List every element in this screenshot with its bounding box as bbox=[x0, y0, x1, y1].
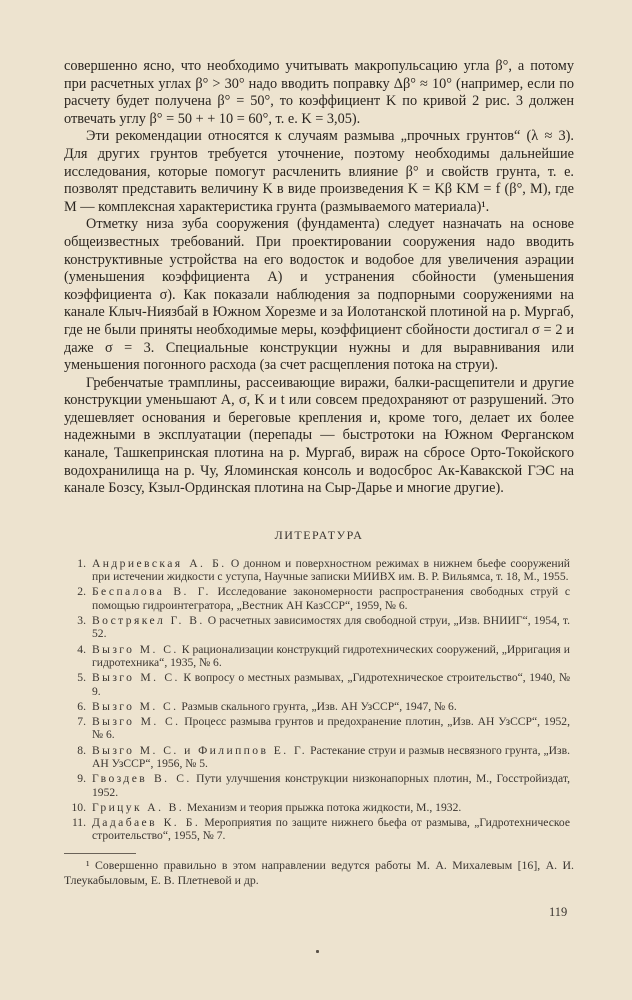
reference-text: К рационализации конструкций гидротехнических сооружений, „Ирригация и гидротехника“, 1935, № 6. bbox=[92, 642, 570, 669]
reference-text: Пути улучшения конструкции низконапорных плотин, М., Госстройиздат, 1952. bbox=[92, 772, 570, 799]
reference-number: 2. bbox=[77, 585, 86, 599]
section-title-literature: ЛИТЕРАТУРА bbox=[274, 527, 364, 542]
reference-author: Вызго М. С. bbox=[92, 715, 181, 729]
reference-author: Вызго М. С. bbox=[92, 671, 180, 685]
reference-item bbox=[64, 816, 574, 843]
reference-author: Вострякел Г. В. bbox=[92, 614, 205, 628]
paragraph-foundation: Отметку низа зуба сооружения (фундамента) следует назначать на основе общеизвестных требований. При проектировании сооружения надо вводить конструктивные устройства на его водосток и водобое для увеличения аэрации (уменьшения коэффициента A) и устранения сбойности (уменьшения коэффициента σ). Как показали наблюдения за подпорными сооружениями на канале Клыч-Ниязбай в Южном Хорезме и за Иолотанской плотиной на р. Мургаб, где не были приняты необходимые меры, коэффициент сбойности достигал σ = 2 и даже σ = 3. Специальные конструкции нужны и для выравнивания или уменьшения погонного расхода (за счет расщепления потока на струи). bbox=[64, 216, 574, 374]
reference-number: 3. bbox=[77, 614, 86, 628]
reference-number: 11. bbox=[71, 816, 86, 830]
reference-text: Мероприятия по защите нижнего бьефа от размыва, „Гидротехническое строительство“, 1955, № 7. bbox=[92, 816, 570, 843]
reference-text: Механизм и теория прыжка потока жидкости, М., 1932. bbox=[187, 800, 462, 814]
reference-text: Процесс размыва грунтов и предохранение плотин, „Изв. АН УзССР“, 1952, № 6. bbox=[92, 715, 570, 742]
reference-text: О расчетных зависимостях для свободной струи, „Изв. ВНИИГ“, 1954, т. 52. bbox=[92, 614, 570, 641]
reference-item bbox=[64, 671, 574, 698]
paragraph-constructions: Гребенчатые трамплины, рассеивающие виражи, балки-расщепители и другие конструкции уменьшают A, σ, K и t или совсем предохраняют от разрушений. Это удешевляет основания и береговые крепления и, кроме того, делает их более надежными в эксплуатации (перепады — быстротоки на Южном Ферганском канале, Ташкепринская плотина на р. Мургаб, вираж на сбросе Орто-Токойского водохранилища на р. Чу, Яломинская консоль и водосброс Ак-Кавакской ГЭС на канале Бозсу, Кзыл-Ординская плотина на Сыр-Дарье и многие другие). bbox=[64, 374, 574, 497]
page-body bbox=[64, 58, 574, 845]
reference-list bbox=[64, 557, 574, 843]
reference-number: 8. bbox=[77, 743, 86, 757]
footnote-divider bbox=[64, 853, 136, 854]
reference-number: 9. bbox=[77, 772, 86, 786]
reference-item bbox=[64, 700, 574, 713]
reference-text: Размыв скального грунта, „Изв. АН УзССР“, 1947, № 6. bbox=[181, 699, 457, 713]
reference-item bbox=[64, 643, 574, 670]
reference-author: Грицук А. В. bbox=[92, 800, 185, 814]
reference-text: К вопросу о местных размывах, „Гидротехническое строительство“, 1940, № 9. bbox=[92, 671, 571, 698]
reference-item bbox=[64, 557, 574, 584]
reference-number: 1. bbox=[77, 556, 86, 570]
reference-text: Исследование закономерности распространения свободных струй с помощью гидроинтегратора, „Вестник АН КазССР“, 1959, № 6. bbox=[92, 585, 570, 612]
reference-item bbox=[64, 715, 574, 742]
reference-author: Вызго М. С. bbox=[92, 699, 179, 713]
reference-number: 4. bbox=[77, 642, 86, 656]
reference-number: 7. bbox=[77, 715, 86, 729]
page-number: 119 bbox=[549, 905, 568, 919]
paragraph-macropulsation: совершенно ясно, что необходимо учитывать макропульсацию угла β°, а потому при расчетных углах β° > 30° надо вводить поправку Δβ° ≈ 10° (например, если по расчету будет получена β° = 50°, то коэффициент K по кривой 2 рис. 3 должен отвечать углу β° = 50 + + 10 = 60°, т. е. K = 3,05). bbox=[64, 58, 574, 127]
reference-author: Беспалова В. Г. bbox=[92, 585, 211, 599]
reference-item bbox=[64, 585, 574, 612]
reference-author: Вызго М. С. bbox=[92, 642, 179, 656]
reference-item bbox=[64, 772, 574, 799]
reference-text: Растекание струи и размыв несвязного грунта, „Изв. АН УзССР“, 1956, № 5. bbox=[92, 743, 570, 770]
reference-author: Вызго М. С. и Филиппов Е. Г. bbox=[92, 743, 308, 757]
reference-number: 6. bbox=[77, 699, 86, 713]
reference-number: 10. bbox=[71, 800, 86, 814]
reference-author: Гвоздев В. С. bbox=[92, 772, 192, 786]
reference-author: Андриевская А. Б. bbox=[92, 556, 227, 570]
footnote: ¹ Совершенно правильно в этом направлении ведутся работы М. А. Михалевым [16], А. И. Тлеукабыловым, Е. В. Плетневой и др. bbox=[64, 858, 574, 887]
reference-item bbox=[64, 801, 574, 814]
reference-item bbox=[64, 614, 574, 641]
paragraph-recommendations: Эти рекомендации относятся к случаям размыва „прочных грунтов“ (λ ≈ 3). Для других грунтов требуется уточнение, поэтому необходимы дальнейшие исследования, которые помогут расчленить влияние β° и свойств грунта, т. е. позволят представить величину K в виде произведения K = Kβ KM = f (β°, M), где M — комплексная характеристика грунта (размываемого материала)¹. bbox=[64, 128, 574, 215]
reference-item bbox=[64, 744, 574, 771]
reference-author: Дадабаев К. Б. bbox=[92, 816, 201, 830]
reference-text: О донном и поверхностном режимах в нижнем бьефе сооружений при истечении жидкости с уступа, Научные записки МИИВХ им. В. Р. Вильямса, т. 18, М., 1955. bbox=[92, 556, 570, 584]
reference-number: 5. bbox=[77, 671, 86, 685]
print-speck bbox=[316, 950, 319, 953]
